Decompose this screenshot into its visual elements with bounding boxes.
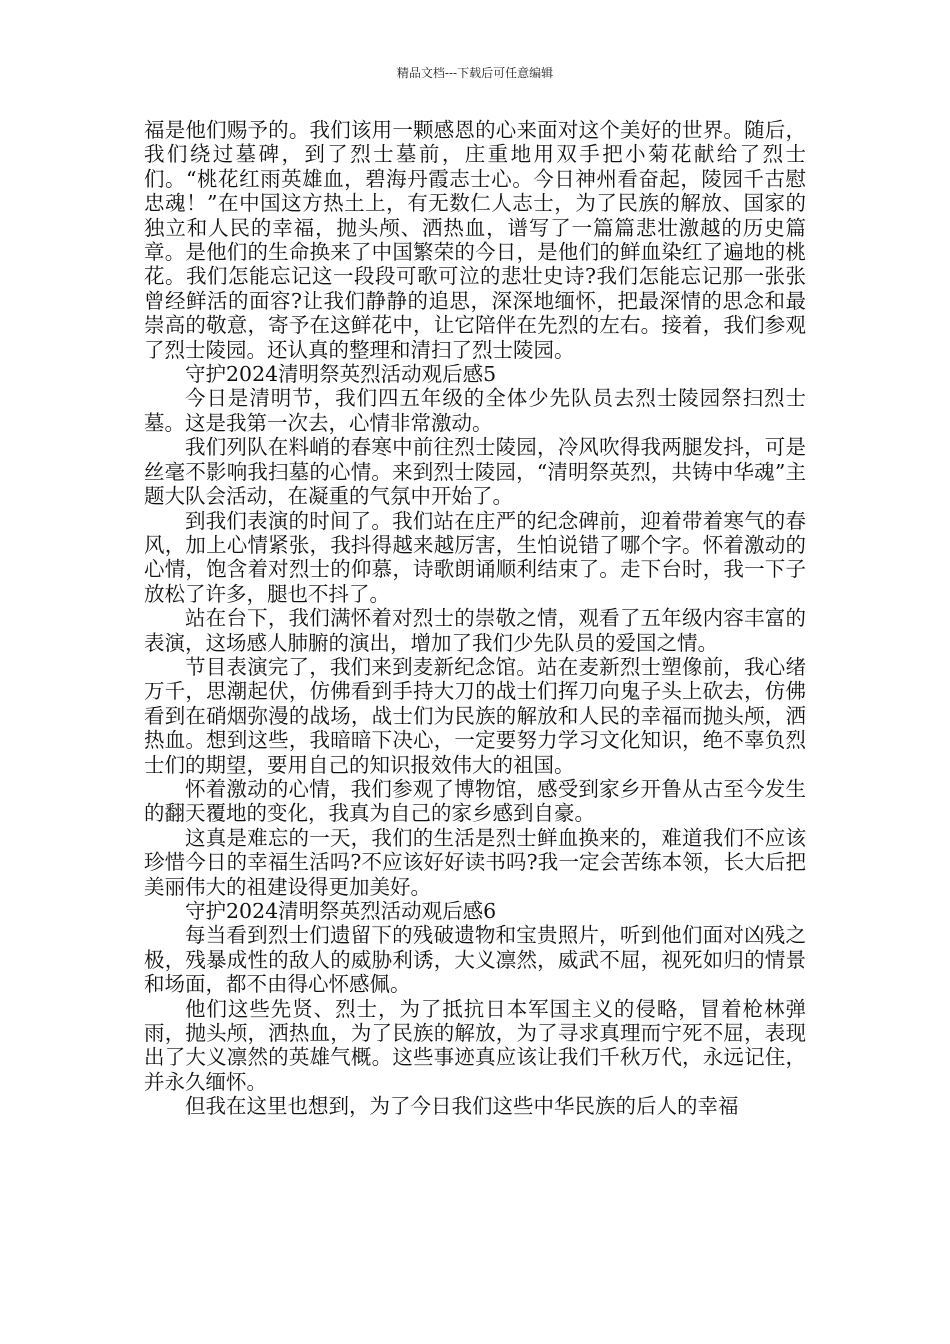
paragraph: 但我在这里也想到，为了今日我们这些中华民族的后人的幸福 — [185, 1094, 739, 1119]
paragraph: 他们这些先贤、烈士，为了抵抗日本军国主义的侵略，冒着枪林弹雨，抛头颅，洒热血，为了民族的解放，为了寻求真理而宁死不屈，表现出了大义凛然的英雄气概。这些事迹真应该让我们千秋万代，永远记住，并永久缅怀。 — [144, 996, 806, 1094]
document-body — [144, 118, 806, 1119]
paragraph: 站在台下，我们满怀着对烈士的崇敬之情，观看了五年级内容丰富的表演，这场感人肺腑的演出，增加了我们少先队员的爱国之情。 — [144, 606, 806, 655]
paragraph: 每当看到烈士们遗留下的残破遗物和宝贵照片，听到他们面对凶残之极，残暴成性的敌人的威胁利诱，大义凛然，威武不屈，视死如归的情景和场面，都不由得心怀感佩。 — [144, 923, 806, 997]
paragraph: 到我们表演的时间了。我们站在庄严的纪念碑前，迎着带着寒气的春风，加上心情紧张，我抖得越来越厉害，生怕说错了哪个字。怀着激动的心情，饱含着对烈士的仰慕，诗歌朗诵顺利结束了。走下台时，我一下子放松了许多，腿也不抖了。 — [144, 508, 806, 606]
paragraph: 我们列队在料峭的春寒中前往烈士陵园，冷风吹得我两腿发抖，可是丝毫不影响我扫墓的心情。来到烈士陵园，“清明祭英烈，共铸中华魂”主题大队会活动，在凝重的气氛中开始了。 — [144, 435, 806, 509]
section-heading: 守护2024清明祭英烈活动观后感5 — [185, 362, 497, 387]
section-heading: 守护2024清明祭英烈活动观后感6 — [185, 899, 497, 923]
paragraph: 节目表演完了，我们来到麦新纪念馆。站在麦新烈士塑像前，我心绪万千，思潮起伏，仿佛看到手持大刀的战士们挥刀向鬼子头上砍去，仿佛看到在硝烟弥漫的战场，战士们为民族的解放和人民的幸福而抛头颅，洒热血。想到这些，我暗暗下决心，一定要努力学习文化知识，绝不辜负烈士们的期望，要用自己的知识报效伟大的祖国。 — [144, 654, 806, 777]
paragraph: 怀着激动的心情，我们参观了博物馆，感受到家乡开鲁从古至今发生的翻天覆地的变化，我真为自己的家乡感到自豪。 — [144, 776, 806, 826]
paragraph: 这真是难忘的一天，我们的生活是烈士鲜血换来的，难道我们不应该珍惜今日的幸福生活吗?不应该好好读书吗?我一定会苦练本领，长大后把美丽伟大的祖建设得更加美好。 — [144, 825, 806, 899]
paragraph: 福是他们赐予的。我们该用一颗感恩的心来面对这个美好的世界。随后，我们绕过墓碑，到了烈士墓前，庄重地用双手把小菊花献给了烈士们。“桃花红雨英雄血，碧海丹霞志士心。今日神州看奋起，陵园千古慰忠魂！”在中国这方热土上，有无数仁人志士，为了民族的解放、国家的独立和人民的幸福，抛头颅、洒热血，谱写了一篇篇悲壮激越的历史篇章。是他们的生命换来了中国繁荣的今日，是他们的鲜血染红了遍地的桃花。我们怎能忘记这一段段可歌可泣的悲壮史诗?我们怎能忘记那一张张曾经鲜活的面容?让我们静静的追思，深深地缅怀，把最深情的思念和最崇高的敬意，寄予在这鲜花中，让它陪伴在先烈的左右。接着，我们参观了烈士陵园。还认真的整理和清扫了烈士陵园。 — [144, 118, 806, 362]
page-header: 精品文档---下载后可任意编辑 — [396, 66, 554, 80]
paragraph: 今日是清明节，我们四五年级的全体少先队员去烈士陵园祭扫烈士墓。这是我第一次去，心情非常激动。 — [144, 386, 806, 435]
